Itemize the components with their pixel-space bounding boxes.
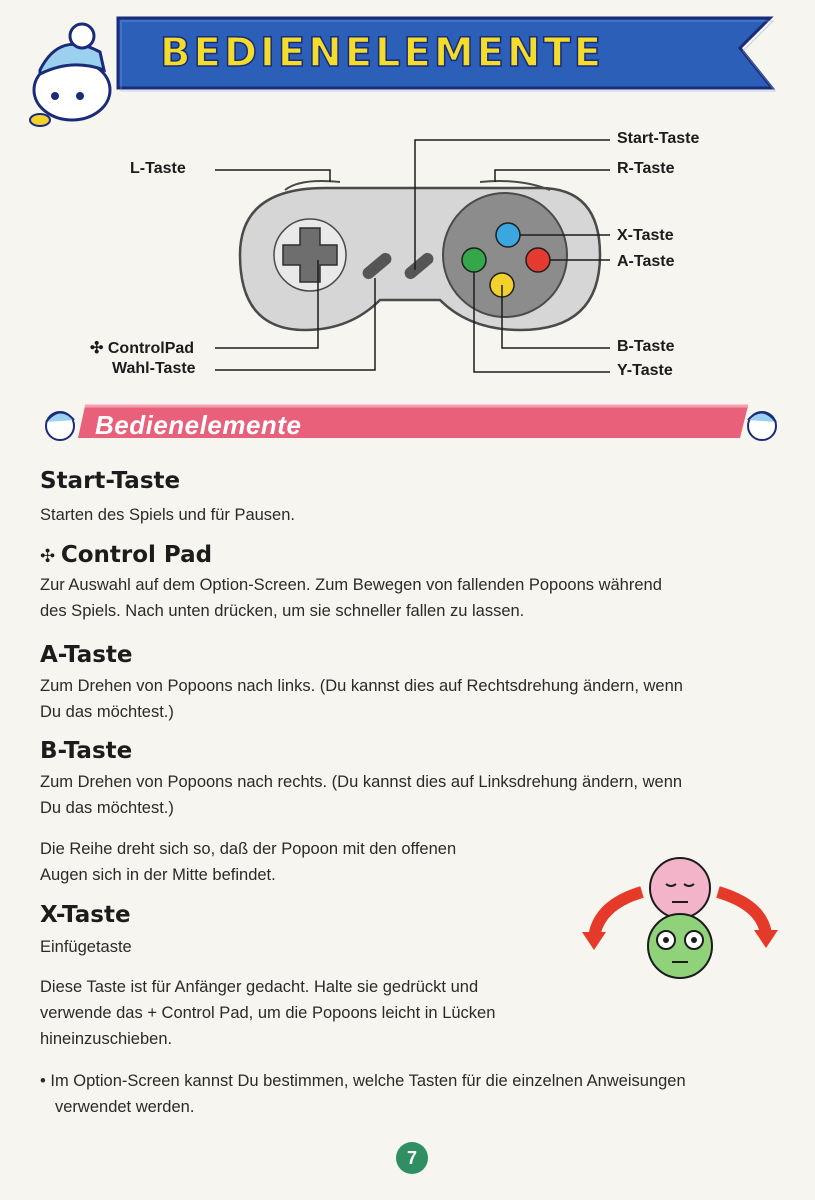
green-popoon-icon — [648, 914, 712, 978]
section-title: Bedienelemente — [95, 410, 302, 440]
label-select: Wahl-Taste — [112, 360, 196, 377]
plus-pad-icon: ✣ — [90, 340, 108, 357]
label-l: L-Taste — [130, 160, 186, 177]
text-a-2: Du das möchtest.) — [40, 703, 174, 721]
plus-pad-icon: ✣ — [40, 546, 61, 567]
heading-x: X-Taste — [40, 902, 131, 928]
label-b: B-Taste — [617, 338, 675, 355]
label-x: X-Taste — [617, 227, 674, 244]
text-start: Starten des Spiels und für Pausen. — [40, 506, 295, 524]
heading-b: B-Taste — [40, 738, 133, 764]
x-button — [496, 223, 520, 247]
text-row-1: Die Reihe dreht sich so, daß der Popoon mit den offenen — [40, 840, 457, 858]
label-y: Y-Taste — [617, 362, 673, 379]
rotate-left-arrow-icon — [594, 892, 642, 938]
rotation-illustration — [580, 850, 780, 990]
note-2: verwendet werden. — [55, 1098, 195, 1116]
text-b-1: Zum Drehen von Popoons nach rechts. (Du kannst dies auf Linksdrehung ändern, wenn — [40, 773, 683, 791]
a-button — [526, 248, 550, 272]
pink-popoon-icon — [650, 858, 710, 918]
text-x-3: hineinzuschieben. — [40, 1030, 173, 1048]
text-pad-2: des Spiels. Nach unten drücken, um sie schneller fallen zu lassen. — [40, 602, 525, 620]
heading-start: Start-Taste — [40, 468, 181, 494]
label-a: A-Taste — [617, 253, 675, 270]
rotate-right-arrow-icon — [718, 892, 766, 934]
text-x-2: verwende das + Control Pad, um die Popoons leicht in Lücken — [40, 1004, 496, 1022]
label-control-pad: ✣ ControlPad — [90, 340, 195, 357]
label-r: R-Taste — [617, 160, 675, 177]
heading-control-pad: ✣ Control Pad — [40, 542, 213, 568]
label-start: Start-Taste — [617, 130, 700, 147]
text-row-2: Augen sich in der Mitte befindet. — [40, 866, 276, 884]
text-x-1: Diese Taste ist für Anfänger gedacht. Halte sie gedrückt und — [40, 978, 479, 996]
note-1: • Im Option-Screen kannst Du bestimmen, welche Tasten für die einzelnen Anweisungen — [40, 1072, 686, 1090]
popoon-mascot-icon — [30, 24, 110, 126]
popoon-right-icon — [748, 412, 776, 440]
heading-a: A-Taste — [40, 642, 133, 668]
page-number: 7 — [396, 1142, 428, 1174]
text-pad-1: Zur Auswahl auf dem Option-Screen. Zum Bewegen von fallenden Popoons während — [40, 576, 662, 594]
text-a-1: Zum Drehen von Popoons nach links. (Du kannst dies auf Rechtsdrehung ändern, wenn — [40, 677, 683, 695]
page-title: BEDIENELEMENTE — [160, 30, 605, 76]
text-b-2: Du das möchtest.) — [40, 799, 174, 817]
popoon-left-icon — [46, 412, 74, 440]
y-button — [462, 248, 486, 272]
text-x-sub: Einfügetaste — [40, 938, 132, 956]
